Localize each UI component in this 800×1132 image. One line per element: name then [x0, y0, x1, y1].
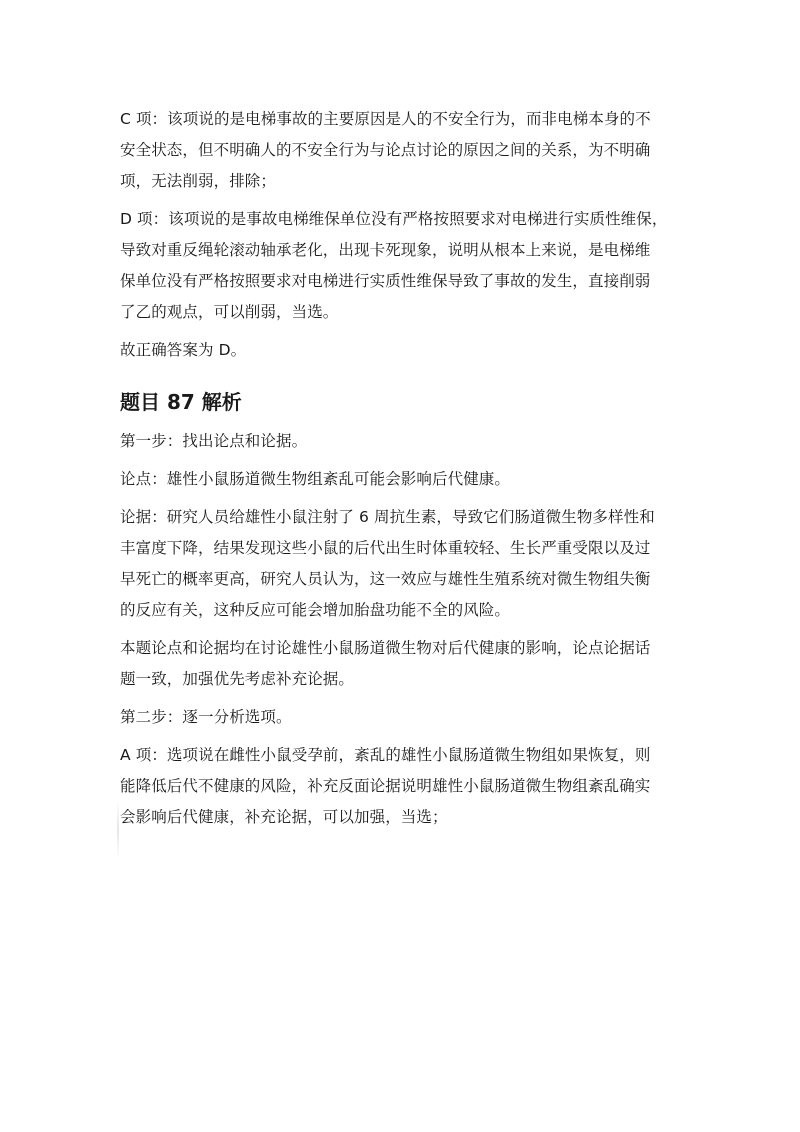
document-body [120, 104, 680, 840]
text-line: 了乙的观点，可以削弱，当选。 [120, 303, 339, 321]
text-line: 第二步：逐一分析选项。 [120, 708, 292, 726]
paragraph [120, 702, 680, 733]
text-line: 早死亡的概率更高，研究人员认为，这一效应与雄性生殖系统对微生物组失衡 [120, 570, 651, 588]
text-line: 故正确答案为 D。 [120, 341, 247, 359]
paragraph [120, 740, 680, 833]
text-line: 项，无法削弱，排除； [120, 172, 277, 190]
scan-artifact [117, 800, 119, 860]
text-line: 导致对重反绳轮滚动轴承老化，出现卡死现象，说明从根本上来说，是电梯维 [120, 241, 651, 259]
text-line: 安全状态，但不明确人的不安全行为与论点讨论的原因之间的关系，为不明确 [120, 141, 651, 159]
text-line: 会影响后代健康，补充论据，可以加强，当选； [120, 808, 448, 826]
text-line: 丰富度下降，结果发现这些小鼠的后代出生时体重较轻、生长严重受限以及过 [120, 539, 651, 557]
text-line: 论点：雄性小鼠肠道微生物组紊乱可能会影响后代健康。 [120, 470, 511, 488]
text-line: 能降低后代不健康的风险，补充反面论据说明雄性小鼠肠道微生物组紊乱确实 [120, 777, 651, 795]
text-line: 第一步：找出论点和论据。 [120, 432, 308, 450]
paragraph [120, 464, 680, 495]
text-line: 本题论点和论据均在讨论雄性小鼠肠道微生物对后代健康的影响，论点论据话 [120, 639, 651, 657]
paragraph [120, 502, 680, 626]
paragraph [120, 633, 680, 695]
paragraph [120, 104, 680, 197]
text-line: C 项：该项说的是电梯事故的主要原因是人的不安全行为，而非电梯本身的不 [120, 110, 651, 128]
paragraph [120, 335, 680, 366]
paragraph [120, 204, 680, 328]
section-heading: 题目 87 解析 [120, 390, 242, 414]
text-line: D 项：该项说的是事故电梯维保单位没有严格按照要求对电梯进行实质性维保， [120, 210, 668, 228]
text-line: 保单位没有严格按照要求对电梯进行实质性维保导致了事故的发生，直接削弱 [120, 272, 651, 290]
paragraph [120, 426, 680, 457]
text-line: 题一致，加强优先考虑补充论据。 [120, 670, 355, 688]
text-line: 论据：研究人员给雄性小鼠注射了 6 周抗生素，导致它们肠道微生物多样性和 [120, 508, 655, 526]
text-line: 的反应有关，这种反应可能会增加胎盘功能不全的风险。 [120, 601, 511, 619]
text-line: A 项：选项说在雌性小鼠受孕前，紊乱的雄性小鼠肠道微生物组如果恢复，则 [120, 746, 651, 764]
